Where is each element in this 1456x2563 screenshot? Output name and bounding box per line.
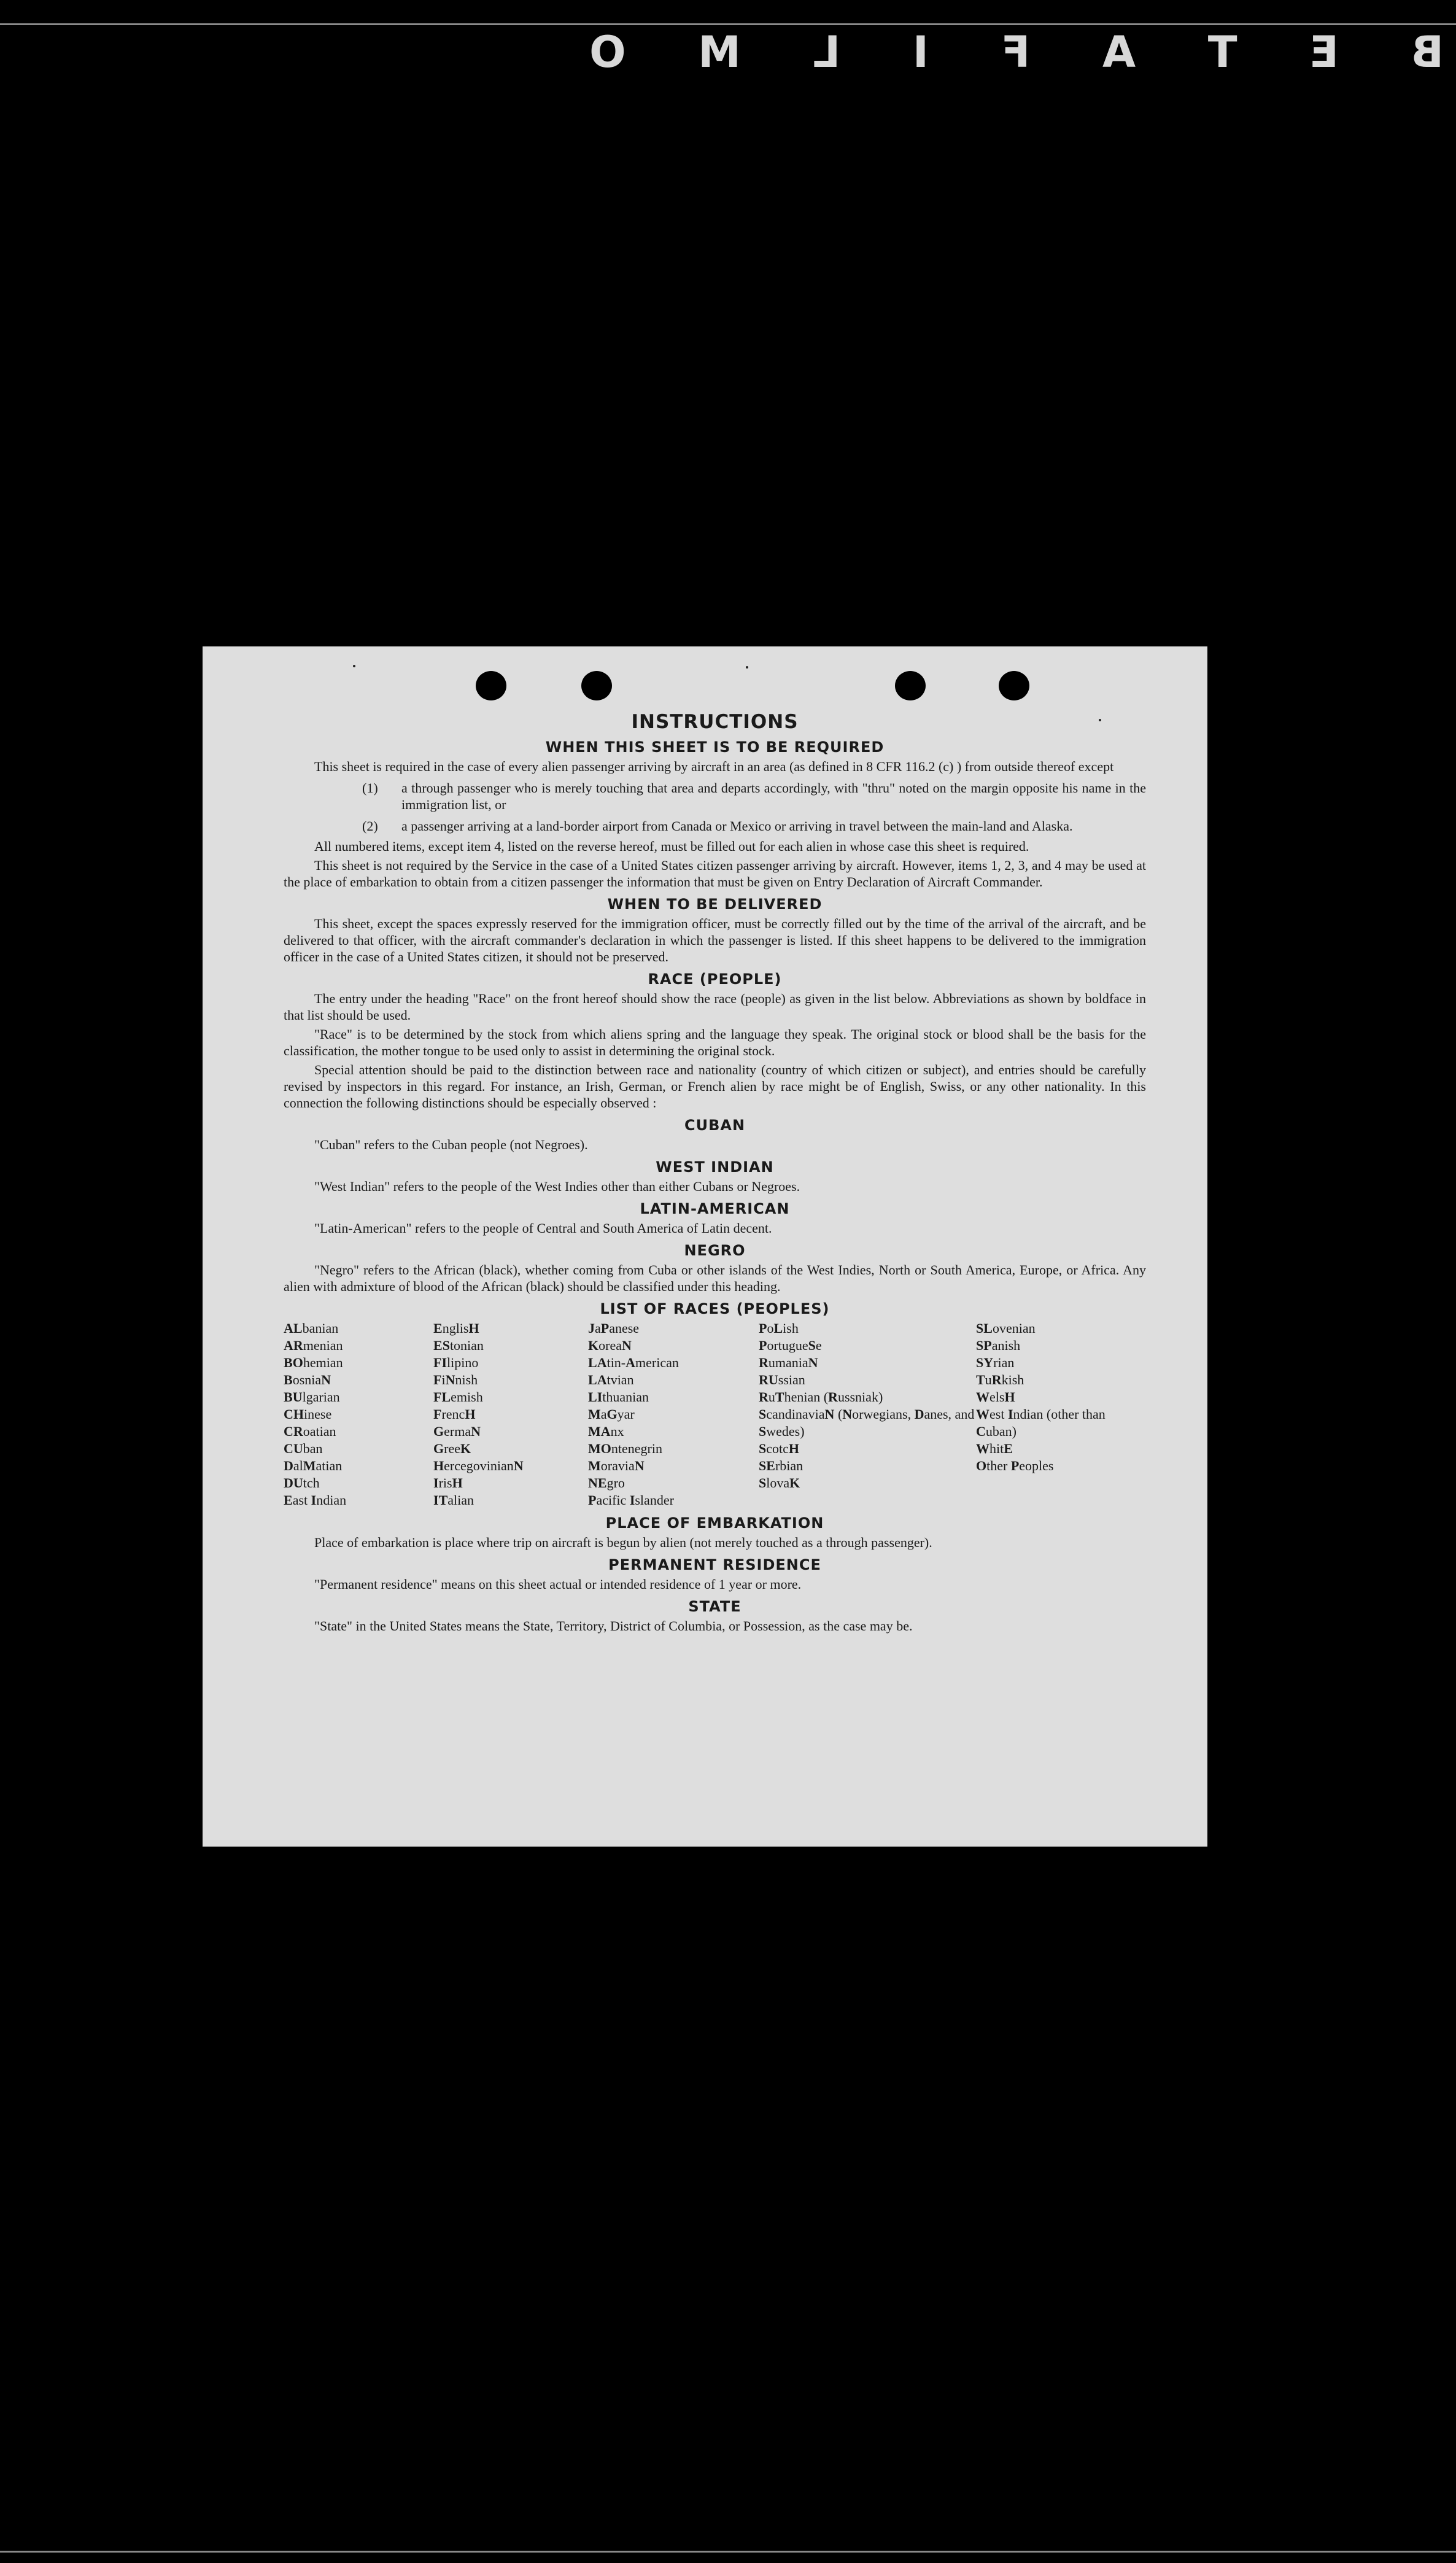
- race-entry: East Indian: [284, 1492, 347, 1508]
- paragraph: "Cuban" refers to the Cuban people (not Negroes).: [314, 1137, 588, 1152]
- film-top-edge: [0, 23, 1456, 25]
- race-entry: LAtvian: [588, 1372, 634, 1387]
- item-text: a passenger arriving at a land-border airport from Canada or Mexico or arriving in travel between the main-land and Alaska.: [401, 818, 1073, 834]
- paragraph: This sheet is required in the case of every alien passenger arriving by aircraft in an area (as defined in 8 CFR 116.2 (c) ) from outside thereof except: [314, 759, 1114, 774]
- film-header-letter: F: [996, 27, 1031, 77]
- section-heading: RACE (PEOPLE): [648, 971, 782, 988]
- section-heading: LIST OF RACES (PEOPLES): [600, 1300, 830, 1317]
- race-entry: FrencH: [433, 1406, 476, 1422]
- race-entry: Other Peoples: [976, 1458, 1054, 1473]
- race-entry: BUlgarian: [284, 1389, 340, 1405]
- race-entry: EStonian: [433, 1338, 484, 1353]
- race-entry: RumaniaN: [759, 1355, 818, 1370]
- race-entry: BOhemian: [284, 1355, 343, 1370]
- race-entry: CHinese: [284, 1406, 332, 1422]
- race-entry: ScotcH: [759, 1441, 800, 1456]
- document-page: [203, 646, 1207, 1847]
- races-column: [976, 1320, 1129, 1509]
- punch-hole: [895, 671, 926, 700]
- paragraph: The entry under the heading "Race" on the front hereof should show the race (people) as given in the list below. Abbreviations as shown by boldface in that list should be used.: [284, 991, 1146, 1023]
- race-entry: ITalian: [433, 1492, 474, 1508]
- dust-speck: [746, 666, 748, 669]
- race-entry: GermaN: [433, 1424, 481, 1439]
- race-entry: SYrian: [976, 1355, 1015, 1370]
- race-entry: PortugueSe: [759, 1338, 822, 1353]
- race-entry: ALbanian: [284, 1320, 339, 1336]
- races-column: [284, 1320, 433, 1509]
- race-entry: RUssian: [759, 1372, 805, 1387]
- race-entry: FIlipino: [433, 1355, 479, 1370]
- race-entry: CRoatian: [284, 1424, 336, 1439]
- race-entry: WhitE: [976, 1441, 1013, 1456]
- exception-item: [362, 780, 1146, 813]
- film-header-letter: L: [808, 27, 841, 77]
- race-entry: RuThenian (Russniak): [759, 1389, 883, 1405]
- section-heading: PLACE OF EMBARKATION: [605, 1514, 824, 1532]
- race-entry: WelsH: [976, 1389, 1015, 1405]
- paragraph: "State" in the United States means the State, Territory, District of Columbia, or Possession, as the case may be.: [314, 1618, 913, 1634]
- race-entry: PoLish: [759, 1320, 799, 1336]
- item-number: (2): [362, 818, 378, 834]
- dust-speck: [1099, 719, 1101, 721]
- exception-item: [362, 818, 1146, 834]
- race-entry: SLovenian: [976, 1320, 1036, 1336]
- races-column: [759, 1320, 976, 1509]
- race-entry: LIthuanian: [588, 1389, 649, 1405]
- section-heading: PERMANENT RESIDENCE: [608, 1556, 821, 1573]
- section-heading: WHEN TO BE DELIVERED: [607, 896, 823, 913]
- race-entry: EnglisH: [433, 1320, 479, 1336]
- race-entry: HercegovinianN: [433, 1458, 524, 1473]
- section-heading: STATE: [688, 1598, 742, 1615]
- film-header-letter: A: [1097, 27, 1136, 77]
- race-entry: MoraviaN: [588, 1458, 645, 1473]
- section-heading: WEST INDIAN: [656, 1158, 774, 1176]
- section-heading: WHEN THIS SHEET IS TO BE REQUIRED: [545, 739, 885, 756]
- document-title: INSTRUCTIONS: [631, 711, 799, 733]
- race-entry: JaPanese: [588, 1320, 640, 1336]
- race-entry: SPanish: [976, 1338, 1021, 1353]
- paragraph: "Negro" refers to the African (black), whether coming from Cuba or other islands of the West Indies, North or South America, Europe, or Africa. Any alien with admixture of blood of the African (black) should be classified under this heading.: [284, 1262, 1146, 1294]
- paragraph: This sheet, except the spaces expressly reserved for the immigration officer, must be correctly filled out by the time of the arrival of the aircraft, and be delivered to that officer, with the aircraft commander's declaration in which the passenger is listed. If this sheet happens to be delivered to the immigration officer in the case of a United States citizen, it should not be preserved.: [284, 916, 1146, 964]
- race-entry: CUban: [284, 1441, 323, 1456]
- race-entry: IrisH: [433, 1475, 463, 1491]
- race-entry: MaGyar: [588, 1406, 635, 1422]
- races-column: [588, 1320, 759, 1509]
- film-header: [572, 28, 1456, 77]
- race-entry: GreeK: [433, 1441, 471, 1456]
- film-header-letter: I: [907, 27, 929, 77]
- race-entry: TuRkish: [976, 1372, 1024, 1387]
- paragraph: "Latin-American" refers to the people of Central and South America of Latin decent.: [314, 1220, 772, 1236]
- paragraph: Special attention should be paid to the distinction between race and nationality (country of which citizen or subject), and entries should be carefully revised by inspectors in this regard. For instance, an Irish, German, or French alien by race might be of English, Swiss, or any other nationality. In this connection the following distinctions should be especially observed :: [284, 1062, 1146, 1111]
- punch-hole: [476, 671, 506, 700]
- race-entry: West Indian (other than Cuban): [976, 1406, 1106, 1439]
- race-entry: DalMatian: [284, 1458, 343, 1473]
- races-column: [433, 1320, 588, 1509]
- race-entry: ARmenian: [284, 1338, 343, 1353]
- race-entry: KoreaN: [588, 1338, 632, 1353]
- race-entry: MOntenegrin: [588, 1441, 662, 1456]
- film-header-letter: T: [1202, 27, 1237, 77]
- film-header-letter: B: [1406, 27, 1444, 77]
- paragraph: All numbered items, except item 4, listed on the reverse hereof, must be filled out for each alien in whose case this sheet is required.: [314, 839, 1029, 854]
- film-bottom-edge: [0, 2551, 1456, 2553]
- film-header-letter: M: [693, 27, 741, 77]
- paragraph: "Permanent residence" means on this sheet actual or intended residence of 1 year or more.: [314, 1576, 802, 1592]
- film-header-letter: E: [1304, 27, 1339, 77]
- section-heading: NEGRO: [684, 1242, 746, 1259]
- race-entry: FLemish: [433, 1389, 483, 1405]
- race-entry: BosniaN: [284, 1372, 331, 1387]
- race-entry: LAtin-American: [588, 1355, 679, 1370]
- race-entry: NEgro: [588, 1475, 625, 1491]
- section-heading: LATIN-AMERICAN: [640, 1200, 790, 1217]
- races-list: [284, 1320, 1146, 1509]
- film-header-letter: O: [584, 27, 626, 77]
- item-text: a through passenger who is merely touching that area and departs accordingly, with "thru" noted on the margin opposite his name in the immigration list, or: [401, 780, 1146, 812]
- race-entry: Pacific Islander: [588, 1492, 674, 1508]
- race-entry: SErbian: [759, 1458, 804, 1473]
- punch-hole: [581, 671, 612, 700]
- race-entry: ScandinaviaN (Norwegians, Danes, and Swedes): [759, 1406, 975, 1439]
- section-heading: CUBAN: [684, 1117, 746, 1134]
- race-entry: DUtch: [284, 1475, 320, 1491]
- paragraph: "West Indian" refers to the people of the West Indies other than either Cubans or Negroes.: [314, 1179, 800, 1194]
- punch-hole: [999, 671, 1029, 700]
- paragraph: "Race" is to be determined by the stock from which aliens spring and the language they speak. The original stock or blood shall be the basis for the classification, the mother tongue to be used only to assist in determining the original stock.: [284, 1026, 1146, 1058]
- dust-speck: [353, 665, 355, 667]
- item-number: (1): [362, 780, 378, 796]
- paragraph: Place of embarkation is place where trip on aircraft is begun by alien (not merely touched as a through passenger).: [314, 1535, 932, 1550]
- paragraph: This sheet is not required by the Service in the case of a United States citizen passenger arriving by aircraft. However, items 1, 2, 3, and 4 may be used at the place of embarkation to obtain from a citizen passenger the information that must be given on Entry Declaration of Aircraft Commander.: [284, 858, 1146, 890]
- race-entry: MAnx: [588, 1424, 624, 1439]
- race-entry: FiNnish: [433, 1372, 478, 1387]
- race-entry: SlovaK: [759, 1475, 800, 1491]
